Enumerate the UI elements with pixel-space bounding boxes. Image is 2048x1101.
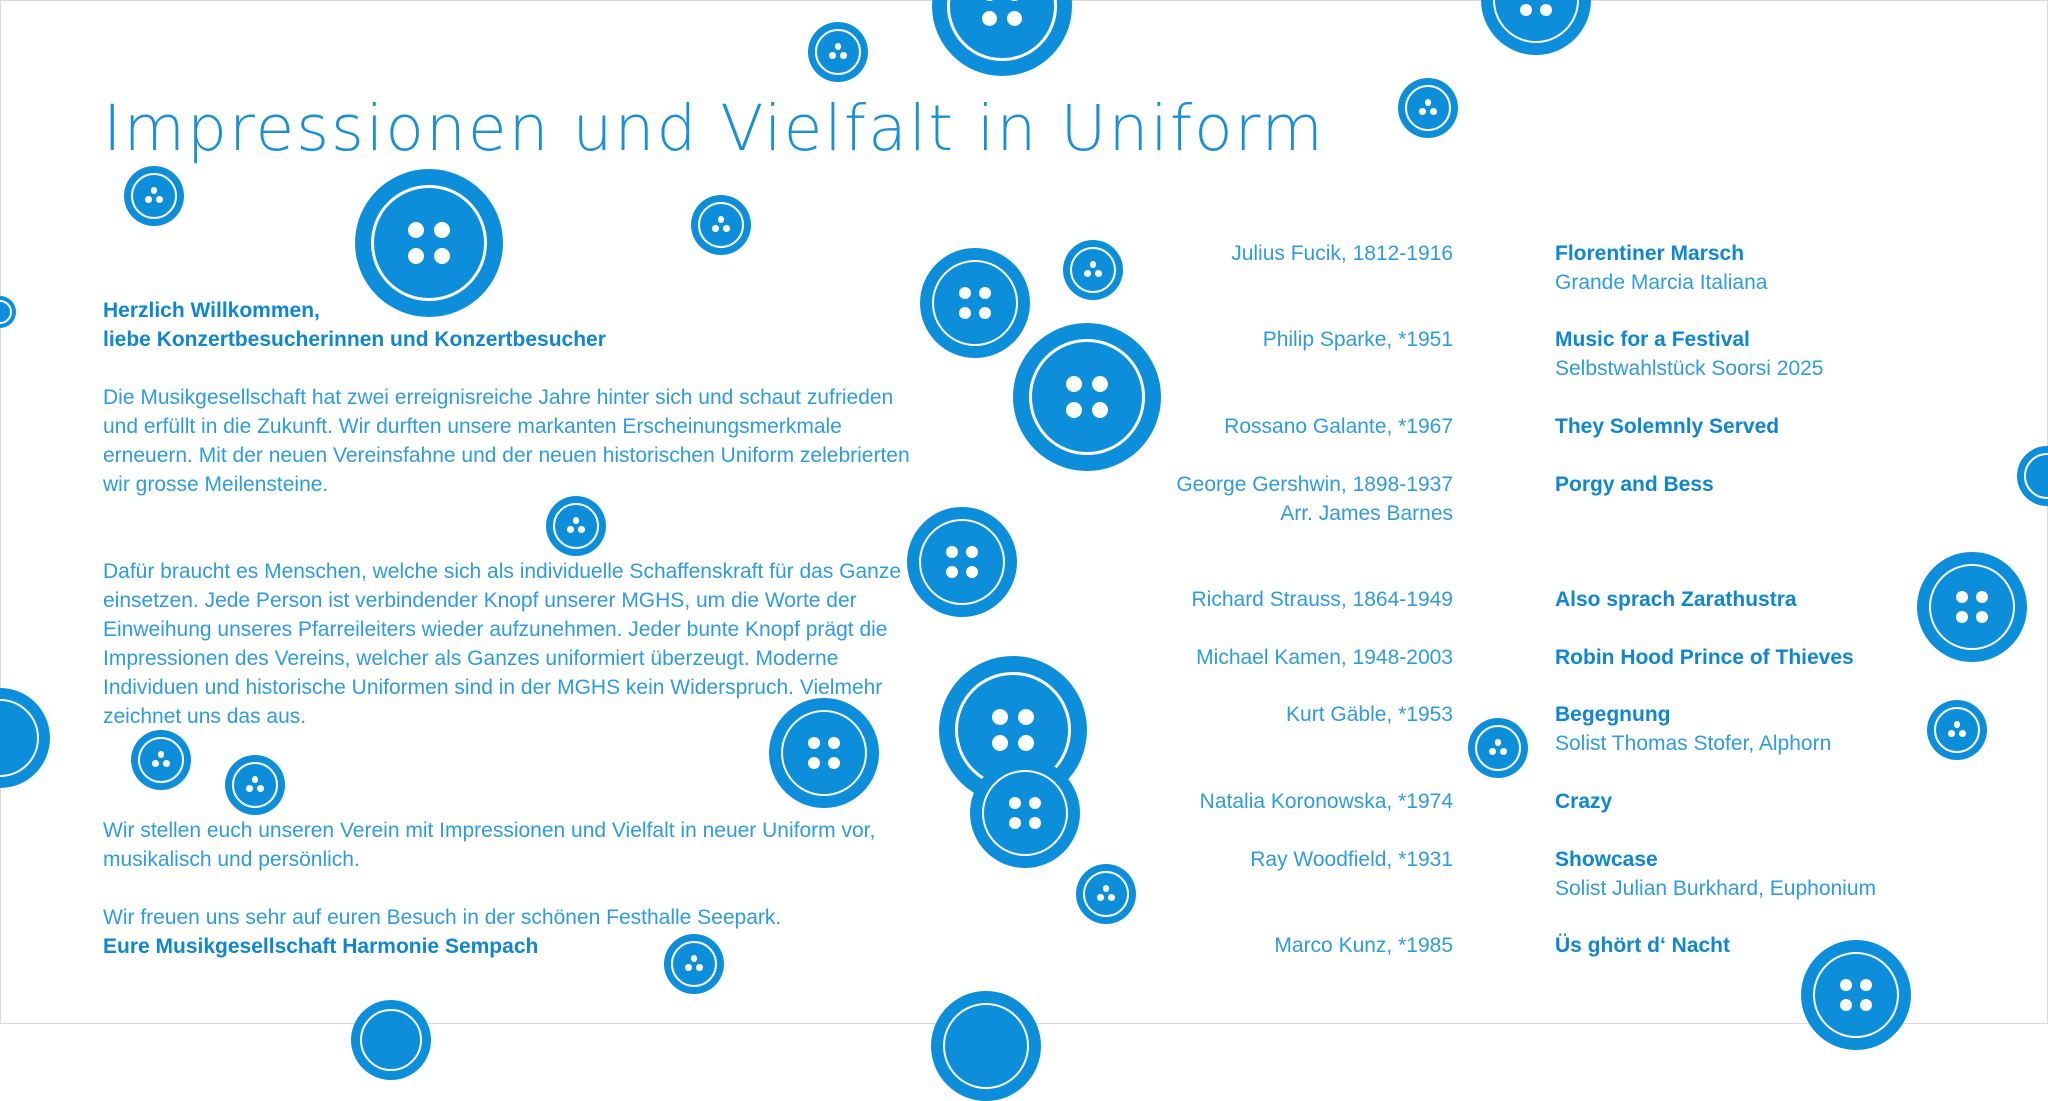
button-hole <box>408 222 424 238</box>
button-hole <box>966 546 978 558</box>
button-hole <box>1948 730 1955 737</box>
button-ring <box>919 519 1005 605</box>
button-ring <box>1813 952 1899 1038</box>
work-subtitle: Grande Marcia Italiana <box>1555 271 1768 294</box>
button-ring <box>1475 725 1522 772</box>
button-hole <box>966 566 978 578</box>
intro-paragraph-3-text: Wir stellen euch unseren Verein mit Impressionen und Vielfalt in neuer Uniform vor, musikalisch und persönlich. <box>103 819 876 871</box>
sewing-button-icon <box>225 755 285 815</box>
button-hole <box>573 517 580 524</box>
button-hole <box>1029 817 1041 829</box>
sewing-button-icon <box>1063 240 1123 300</box>
button-ring <box>360 1009 422 1071</box>
button-hole <box>959 307 971 319</box>
button-hole <box>1425 99 1432 106</box>
composer-name: Ray Woodfield, *1931 <box>1250 848 1453 871</box>
sewing-button-icon <box>124 166 184 226</box>
sewing-button-icon <box>970 758 1080 868</box>
button-hole <box>246 785 253 792</box>
composer-name: Julius Fucik, 1812-1916 <box>1231 242 1453 265</box>
button-ring <box>698 202 745 249</box>
button-hole <box>992 709 1008 725</box>
button-ring <box>131 173 178 220</box>
work-subtitle: Selbstwahlstück Soorsi 2025 <box>1555 357 1824 380</box>
button-hole <box>696 964 703 971</box>
button-ring <box>0 300 12 325</box>
button-ring <box>1405 85 1452 132</box>
button-hole <box>1066 376 1082 392</box>
button-hole <box>151 187 158 194</box>
work <box>1555 412 1779 441</box>
intro-paragraph-2 <box>103 557 928 731</box>
button-hole <box>1009 817 1021 829</box>
work-subtitle: Solist Julian Burkhard, Euphonium <box>1555 877 1877 900</box>
intro-paragraph-4-text: Wir freuen uns sehr auf euren Besuch in der schönen Festhalle Seepark. <box>103 906 782 929</box>
button-hole <box>1495 739 1502 746</box>
button-hole <box>1956 611 1968 623</box>
button-hole <box>712 225 719 232</box>
button-hole <box>152 760 159 767</box>
work-title: Robin Hood Prince of Thieves <box>1555 646 1854 669</box>
sewing-button-icon <box>1801 940 1911 1050</box>
work-title: They Solemnly Served <box>1555 415 1780 438</box>
work-title: Florentiner Marsch <box>1555 242 1745 265</box>
composer <box>1192 585 1454 614</box>
composer <box>1176 470 1453 528</box>
button-hole <box>1419 108 1426 115</box>
button-hole <box>723 225 730 232</box>
work-title: Music for a Festival <box>1555 328 1750 351</box>
button-hole <box>828 757 840 769</box>
composer-name: Natalia Koronowska, *1974 <box>1199 790 1453 813</box>
button-hole <box>1095 270 1102 277</box>
button-hole <box>979 307 991 319</box>
button-ring <box>0 699 39 777</box>
work-title: Begegnung <box>1555 703 1671 726</box>
work <box>1555 470 1714 499</box>
button-ring <box>2024 453 2048 500</box>
sewing-button-icon <box>351 1000 431 1080</box>
sewing-button-icon <box>691 195 751 255</box>
button-hole <box>946 566 958 578</box>
work-title: Crazy <box>1555 790 1613 813</box>
button-hole <box>1029 797 1041 809</box>
button-hole <box>1976 591 1988 603</box>
button-ring <box>815 29 862 76</box>
button-hole <box>1860 999 1872 1011</box>
composer <box>1286 700 1453 729</box>
button-hole <box>828 737 840 749</box>
button-hole <box>1430 108 1437 115</box>
button-ring <box>371 185 486 300</box>
button-ring <box>932 260 1018 346</box>
composer <box>1263 325 1453 354</box>
work <box>1555 643 1854 672</box>
button-ring <box>553 503 600 550</box>
button-hole <box>163 760 170 767</box>
button-ring <box>1029 339 1144 454</box>
button-hole <box>257 785 264 792</box>
greeting <box>103 296 933 354</box>
composer-name: George Gershwin, 1898-1937 <box>1176 473 1453 496</box>
button-hole <box>1954 721 1961 728</box>
work-title: Also sprach Zarathustra <box>1555 588 1797 611</box>
sewing-button-icon <box>1917 552 2027 662</box>
button-ring <box>982 770 1068 856</box>
button-hole <box>840 52 847 59</box>
greeting-line-1: Herzlich Willkommen, <box>103 299 320 322</box>
button-hole <box>1976 611 1988 623</box>
button-hole <box>1540 4 1552 16</box>
button-hole <box>718 216 725 223</box>
button-hole <box>1520 4 1532 16</box>
sewing-button-icon <box>546 496 606 556</box>
button-ring <box>138 737 185 784</box>
composer-name: Rossano Galante, *1967 <box>1224 415 1453 438</box>
button-ring <box>1083 871 1130 918</box>
intro-closing <box>103 903 933 961</box>
intro-paragraph-3 <box>103 816 903 874</box>
arranger-name: Arr. James Barnes <box>1280 502 1453 525</box>
sewing-button-icon <box>931 991 1041 1101</box>
composer <box>1200 787 1453 816</box>
button-hole <box>567 526 574 533</box>
button-hole <box>829 52 836 59</box>
sewing-button-icon <box>1468 718 1528 778</box>
button-hole <box>1084 270 1091 277</box>
work <box>1555 585 1797 614</box>
button-hole <box>156 196 163 203</box>
sewing-button-icon <box>355 169 503 317</box>
button-hole <box>685 964 692 971</box>
sewing-button-icon <box>1398 78 1458 138</box>
button-hole <box>158 751 165 758</box>
button-hole <box>835 43 842 50</box>
work <box>1555 845 1876 903</box>
work-subtitle: Solist Thomas Stofer, Alphorn <box>1555 732 1832 755</box>
work <box>1555 325 1823 383</box>
button-hole <box>578 526 585 533</box>
composer-name: Michael Kamen, 1948-2003 <box>1196 646 1453 669</box>
button-hole <box>979 287 991 299</box>
sewing-button-icon <box>131 730 191 790</box>
composer-name: Kurt Gäble, *1953 <box>1286 703 1453 726</box>
button-hole <box>1090 261 1097 268</box>
composer <box>1250 845 1453 874</box>
button-hole <box>808 757 820 769</box>
work-title: Üs ghört d‘ Nacht <box>1555 934 1731 957</box>
button-hole <box>1108 894 1115 901</box>
work <box>1555 787 1612 816</box>
button-hole <box>145 196 152 203</box>
composer <box>1231 239 1453 268</box>
work-title: Porgy and Bess <box>1555 473 1714 496</box>
button-hole <box>252 776 259 783</box>
composer <box>1274 931 1453 960</box>
button-hole <box>1959 730 1966 737</box>
sewing-button-icon <box>1013 323 1161 471</box>
signature: Eure Musikgesellschaft Harmonie Sempach <box>103 935 539 958</box>
composer-name: Philip Sparke, *1951 <box>1262 328 1453 351</box>
work <box>1555 931 1730 960</box>
button-ring <box>943 1003 1029 1089</box>
composer <box>1224 412 1453 441</box>
greeting-line-2: liebe Konzertbesucherinnen und Konzertbesucher <box>103 328 606 351</box>
button-hole <box>1500 748 1507 755</box>
button-hole <box>1097 894 1104 901</box>
composer <box>1196 643 1453 672</box>
intro-paragraph-2-text: Dafür braucht es Menschen, welche sich als individuelle Schaffenskraft für das Ganze einsetzen. Jede Person ist verbindender Knopf unserer MGHS, um die Worte der Einweihung unseres Pfarreileiters wieder aufzunehmen. Jeder bunte Knopf prägt die Impressionen des Vereins, welcher als Ganzes uniformiert überzeugt. Moderne Individuen und historische Uniformen sind in der MGHS kein Widerspruch. Vielmehr zeichnet uns das aus. <box>103 560 902 728</box>
composer-name: Marco Kunz, *1985 <box>1274 934 1453 957</box>
work <box>1555 700 1831 758</box>
button-ring <box>1934 707 1981 754</box>
sewing-button-icon <box>1076 864 1136 924</box>
button-hole <box>1860 979 1872 991</box>
button-ring <box>1929 564 2015 650</box>
page-title: Impressionen und Vielfalt in Uniform <box>103 92 1325 165</box>
sewing-button-icon <box>808 22 868 82</box>
composer-name: Richard Strauss, 1864-1949 <box>1191 588 1453 611</box>
button-hole <box>1489 748 1496 755</box>
button-ring <box>1070 247 1117 294</box>
button-hole <box>1840 999 1852 1011</box>
button-ring <box>1493 0 1579 43</box>
work <box>1555 239 1767 297</box>
sewing-button-icon <box>1927 700 1987 760</box>
intro-paragraph-1-text: Die Musikgesellschaft hat zwei erreignisreiche Jahre hinter sich und schaut zufrieden und erfüllt in die Zukunft. Wir durften unsere markanten Erscheinungsmerkmale erneuern. Mit der neuen Vereinsfahne und der neuen historischen Uniform zelebrierten wir grosse Meilensteine. <box>103 386 910 496</box>
button-ring <box>947 0 1056 61</box>
button-hole <box>1103 885 1110 892</box>
intro-paragraph-1 <box>103 383 933 499</box>
button-ring <box>232 762 279 809</box>
sewing-button-icon <box>920 248 1030 358</box>
work-title: Showcase <box>1555 848 1658 871</box>
